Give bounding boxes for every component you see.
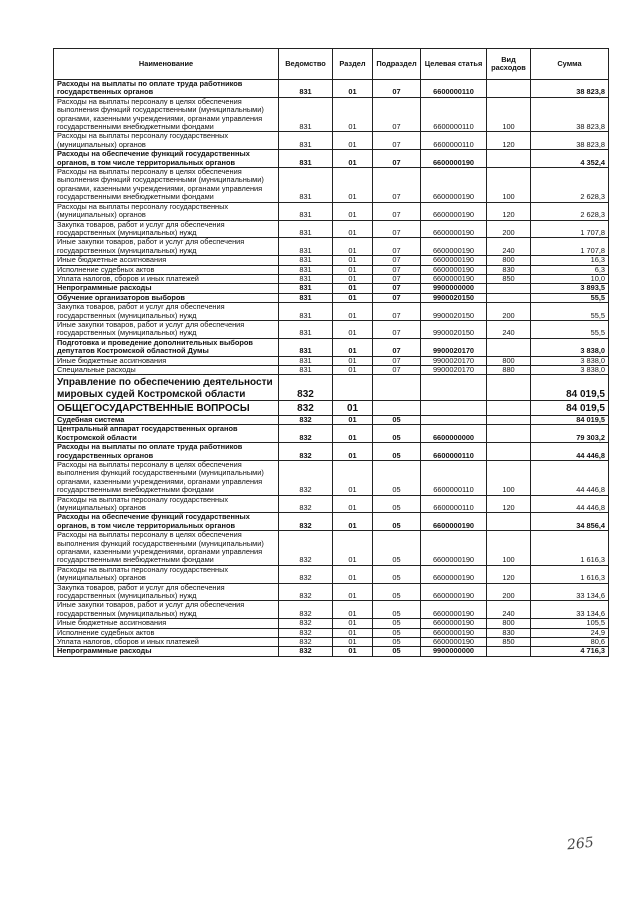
- target-cell: 6600000190: [421, 202, 487, 220]
- table-row: [54, 220, 609, 238]
- table-row: [54, 415, 609, 424]
- dept-cell: 831: [279, 220, 333, 238]
- name: Иные закупки товаров, работ и услуг для обеспечения государственных (муниципальных) нужд: [54, 601, 279, 619]
- table-row: [54, 601, 609, 619]
- subsection-cell: [373, 401, 421, 416]
- dept-cell: 832: [279, 460, 333, 495]
- dept-cell: 832: [279, 638, 333, 647]
- amount-cell: 1 707,8: [531, 220, 609, 238]
- type-cell: 800: [487, 356, 531, 365]
- table-row: [54, 97, 609, 132]
- budget-table: [53, 48, 609, 657]
- header-subsection: Подраздел: [373, 49, 421, 80]
- type-cell: [487, 647, 531, 656]
- dept-cell: 832: [279, 628, 333, 637]
- amount-cell: 2 628,3: [531, 168, 609, 203]
- type-cell: 100: [487, 531, 531, 566]
- section-cell: 01: [333, 320, 373, 338]
- dept-cell: 831: [279, 202, 333, 220]
- target-cell: 6600000190: [421, 150, 487, 168]
- type-cell: 120: [487, 202, 531, 220]
- amount-cell: 80,6: [531, 638, 609, 647]
- section-cell: 01: [333, 168, 373, 203]
- dept-cell: 832: [279, 415, 333, 424]
- target-cell: 9900020170: [421, 338, 487, 356]
- table-row: [54, 150, 609, 168]
- type-cell: 100: [487, 97, 531, 132]
- section-cell: 01: [333, 415, 373, 424]
- section-cell: 01: [333, 601, 373, 619]
- target-cell: 9900000000: [421, 284, 487, 293]
- dept-cell: 831: [279, 356, 333, 365]
- dept-cell: 831: [279, 284, 333, 293]
- dept-cell: 832: [279, 401, 333, 416]
- amount-cell: 10,0: [531, 274, 609, 283]
- type-cell: 240: [487, 238, 531, 256]
- amount-cell: 3 838,0: [531, 356, 609, 365]
- dept-cell: 832: [279, 619, 333, 628]
- subsection-cell: 05: [373, 601, 421, 619]
- table-row: [54, 256, 609, 265]
- amount-cell: 38 823,8: [531, 97, 609, 132]
- section-cell: 01: [333, 356, 373, 365]
- subsection-cell: 07: [373, 256, 421, 265]
- target-cell: 9900020150: [421, 293, 487, 302]
- name: Специальные расходы: [54, 366, 279, 375]
- subsection-cell: 05: [373, 415, 421, 424]
- amount-cell: 1 616,3: [531, 565, 609, 583]
- subsection-cell: 05: [373, 647, 421, 656]
- target-cell: 6600000190: [421, 583, 487, 601]
- section-cell: 01: [333, 583, 373, 601]
- type-cell: 240: [487, 601, 531, 619]
- table-row: [54, 284, 609, 293]
- name: Расходы на выплаты персоналу государственных (муниципальных) органов: [54, 495, 279, 513]
- amount-cell: 84 019,5: [531, 375, 609, 401]
- section-cell: 01: [333, 132, 373, 150]
- table-row: [54, 401, 609, 416]
- name: Расходы на выплаты персоналу в целях обеспечения выполнения функций государственными (муниципальными) органами, казенными учреждениями, органами управления государственными внебюджетными фондами: [54, 460, 279, 495]
- target-cell: 6600000190: [421, 513, 487, 531]
- subsection-cell: 07: [373, 80, 421, 98]
- target-cell: 6600000190: [421, 220, 487, 238]
- dept-cell: 831: [279, 150, 333, 168]
- table-row: [54, 80, 609, 98]
- subsection-cell: 07: [373, 150, 421, 168]
- header-name: Наименование: [54, 49, 279, 80]
- name: Расходы на обеспечение функций государственных органов, в том числе территориальных органов: [54, 513, 279, 531]
- dept-cell: 832: [279, 425, 333, 443]
- amount-cell: 84 019,5: [531, 415, 609, 424]
- section-cell: 01: [333, 303, 373, 321]
- name: Центральный аппарат государственных органов Костромской области: [54, 425, 279, 443]
- dept-cell: 831: [279, 366, 333, 375]
- subsection-cell: 05: [373, 531, 421, 566]
- table-row: [54, 565, 609, 583]
- subsection-cell: [373, 375, 421, 401]
- amount-cell: 34 856,4: [531, 513, 609, 531]
- table-row: [54, 168, 609, 203]
- page-number: 265: [566, 834, 595, 854]
- name: Расходы на выплаты по оплате труда работников государственных органов: [54, 80, 279, 98]
- table-row: [54, 628, 609, 637]
- type-cell: 120: [487, 132, 531, 150]
- dept-cell: 831: [279, 320, 333, 338]
- dept-cell: 831: [279, 274, 333, 283]
- table-row: [54, 338, 609, 356]
- subsection-cell: 05: [373, 495, 421, 513]
- amount-cell: 6,3: [531, 265, 609, 274]
- section-cell: 01: [333, 443, 373, 461]
- subsection-cell: 05: [373, 513, 421, 531]
- section-cell: 01: [333, 366, 373, 375]
- header-target: Целевая статья: [421, 49, 487, 80]
- dept-cell: 831: [279, 256, 333, 265]
- type-cell: [487, 415, 531, 424]
- subsection-cell: 07: [373, 274, 421, 283]
- table-row: [54, 495, 609, 513]
- name: Управление по обеспечению деятельности мировых судей Костромской области: [54, 375, 279, 401]
- target-cell: 9900020170: [421, 356, 487, 365]
- header-type: Вид расходов: [487, 49, 531, 80]
- type-cell: 880: [487, 366, 531, 375]
- table-body: [54, 80, 609, 657]
- name: Уплата налогов, сборов и иных платежей: [54, 274, 279, 283]
- table-row: [54, 320, 609, 338]
- dept-cell: 832: [279, 513, 333, 531]
- name: Закупка товаров, работ и услуг для обеспечения государственных (муниципальных) нужд: [54, 220, 279, 238]
- section-cell: 01: [333, 150, 373, 168]
- section-cell: 01: [333, 293, 373, 302]
- name: Исполнение судебных актов: [54, 265, 279, 274]
- table-row: [54, 638, 609, 647]
- type-cell: [487, 150, 531, 168]
- name: Расходы на выплаты персоналу в целях обеспечения выполнения функций государственными (муниципальными) органами, казенными учреждениями, органами управления государственными внебюджетными фондами: [54, 97, 279, 132]
- amount-cell: 44 446,8: [531, 443, 609, 461]
- amount-cell: 55,5: [531, 293, 609, 302]
- target-cell: 9900000000: [421, 647, 487, 656]
- target-cell: 6600000190: [421, 168, 487, 203]
- budget-page: [53, 48, 608, 657]
- type-cell: 120: [487, 495, 531, 513]
- type-cell: 830: [487, 628, 531, 637]
- name: Уплата налогов, сборов и иных платежей: [54, 638, 279, 647]
- type-cell: 200: [487, 583, 531, 601]
- amount-cell: 16,3: [531, 256, 609, 265]
- section-cell: 01: [333, 460, 373, 495]
- dept-cell: 832: [279, 565, 333, 583]
- table-row: [54, 356, 609, 365]
- name: Непрограммные расходы: [54, 647, 279, 656]
- subsection-cell: 05: [373, 425, 421, 443]
- section-cell: 01: [333, 220, 373, 238]
- target-cell: 6600000110: [421, 80, 487, 98]
- subsection-cell: 07: [373, 320, 421, 338]
- amount-cell: 84 019,5: [531, 401, 609, 416]
- type-cell: [487, 293, 531, 302]
- section-cell: 01: [333, 256, 373, 265]
- name: Закупка товаров, работ и услуг для обеспечения государственных (муниципальных) нужд: [54, 583, 279, 601]
- section-cell: 01: [333, 97, 373, 132]
- target-cell: 6600000110: [421, 97, 487, 132]
- target-cell: 6600000110: [421, 460, 487, 495]
- name: Расходы на выплаты персоналу государственных (муниципальных) органов: [54, 132, 279, 150]
- type-cell: 800: [487, 619, 531, 628]
- subsection-cell: 07: [373, 168, 421, 203]
- dept-cell: 831: [279, 303, 333, 321]
- type-cell: 830: [487, 265, 531, 274]
- target-cell: 9900020170: [421, 366, 487, 375]
- type-cell: [487, 401, 531, 416]
- subsection-cell: 07: [373, 132, 421, 150]
- table-row: [54, 647, 609, 656]
- subsection-cell: 05: [373, 443, 421, 461]
- table-row: [54, 583, 609, 601]
- dept-cell: 831: [279, 338, 333, 356]
- name: Расходы на выплаты по оплате труда работников государственных органов: [54, 443, 279, 461]
- subsection-cell: 05: [373, 583, 421, 601]
- amount-cell: 33 134,6: [531, 601, 609, 619]
- subsection-cell: 07: [373, 202, 421, 220]
- header-dept: Ведомство: [279, 49, 333, 80]
- target-cell: 6600000190: [421, 274, 487, 283]
- table-header-row: [54, 49, 609, 80]
- section-cell: 01: [333, 531, 373, 566]
- type-cell: 100: [487, 168, 531, 203]
- name: Иные бюджетные ассигнования: [54, 256, 279, 265]
- amount-cell: 55,5: [531, 303, 609, 321]
- amount-cell: 38 823,8: [531, 132, 609, 150]
- type-cell: [487, 425, 531, 443]
- type-cell: 850: [487, 274, 531, 283]
- subsection-cell: 07: [373, 284, 421, 293]
- name: Иные бюджетные ассигнования: [54, 619, 279, 628]
- name: Закупка товаров, работ и услуг для обеспечения государственных (муниципальных) нужд: [54, 303, 279, 321]
- dept-cell: 832: [279, 531, 333, 566]
- table-row: [54, 531, 609, 566]
- amount-cell: 4 352,4: [531, 150, 609, 168]
- name: Иные закупки товаров, работ и услуг для обеспечения государственных (муниципальных) нужд: [54, 320, 279, 338]
- name: Исполнение судебных актов: [54, 628, 279, 637]
- amount-cell: 1 616,3: [531, 531, 609, 566]
- dept-cell: 832: [279, 647, 333, 656]
- section-cell: 01: [333, 274, 373, 283]
- table-row: [54, 202, 609, 220]
- type-cell: 800: [487, 256, 531, 265]
- table-row: [54, 443, 609, 461]
- name: Расходы на выплаты персоналу в целях обеспечения выполнения функций государственными (муниципальными) органами, казенными учреждениями, органами управления государственными внебюджетными фондами: [54, 168, 279, 203]
- type-cell: [487, 443, 531, 461]
- target-cell: 6600000190: [421, 238, 487, 256]
- subsection-cell: 07: [373, 293, 421, 302]
- type-cell: [487, 513, 531, 531]
- subsection-cell: 07: [373, 97, 421, 132]
- dept-cell: 831: [279, 132, 333, 150]
- type-cell: [487, 80, 531, 98]
- subsection-cell: 07: [373, 238, 421, 256]
- type-cell: 850: [487, 638, 531, 647]
- section-cell: 01: [333, 238, 373, 256]
- dept-cell: 831: [279, 80, 333, 98]
- section-cell: 01: [333, 513, 373, 531]
- section-cell: 01: [333, 284, 373, 293]
- section-cell: 01: [333, 338, 373, 356]
- target-cell: 9900020150: [421, 303, 487, 321]
- name: Обучение организаторов выборов: [54, 293, 279, 302]
- type-cell: 120: [487, 565, 531, 583]
- target-cell: [421, 415, 487, 424]
- name: Судебная система: [54, 415, 279, 424]
- amount-cell: 1 707,8: [531, 238, 609, 256]
- amount-cell: 38 823,8: [531, 80, 609, 98]
- amount-cell: 3 838,0: [531, 366, 609, 375]
- table-row: [54, 238, 609, 256]
- table-row: [54, 303, 609, 321]
- target-cell: 6600000190: [421, 256, 487, 265]
- table-row: [54, 366, 609, 375]
- name: Иные закупки товаров, работ и услуг для обеспечения государственных (муниципальных) нужд: [54, 238, 279, 256]
- section-cell: 01: [333, 647, 373, 656]
- section-cell: 01: [333, 495, 373, 513]
- subsection-cell: 07: [373, 356, 421, 365]
- target-cell: 6600000110: [421, 443, 487, 461]
- table-row: [54, 375, 609, 401]
- table-row: [54, 265, 609, 274]
- amount-cell: 44 446,8: [531, 495, 609, 513]
- section-cell: 01: [333, 265, 373, 274]
- target-cell: 6600000190: [421, 619, 487, 628]
- target-cell: 6600000190: [421, 531, 487, 566]
- subsection-cell: 07: [373, 265, 421, 274]
- target-cell: 6600000190: [421, 601, 487, 619]
- name: Расходы на выплаты персоналу государственных (муниципальных) органов: [54, 202, 279, 220]
- dept-cell: 832: [279, 583, 333, 601]
- subsection-cell: 07: [373, 303, 421, 321]
- target-cell: 6600000190: [421, 265, 487, 274]
- target-cell: 6600000190: [421, 565, 487, 583]
- target-cell: [421, 375, 487, 401]
- name: Расходы на выплаты персоналу в целях обеспечения выполнения функций государственными (муниципальными) органами, казенными учреждениями, органами управления государственными внебюджетными фондами: [54, 531, 279, 566]
- table-row: [54, 619, 609, 628]
- amount-cell: 2 628,3: [531, 202, 609, 220]
- table-row: [54, 132, 609, 150]
- subsection-cell: 07: [373, 366, 421, 375]
- dept-cell: 831: [279, 168, 333, 203]
- table-row: [54, 293, 609, 302]
- table-row: [54, 513, 609, 531]
- subsection-cell: 05: [373, 565, 421, 583]
- type-cell: [487, 375, 531, 401]
- name: ОБЩЕГОСУДАРСТВЕННЫЕ ВОПРОСЫ: [54, 401, 279, 416]
- section-cell: 01: [333, 638, 373, 647]
- amount-cell: 55,5: [531, 320, 609, 338]
- amount-cell: 79 303,2: [531, 425, 609, 443]
- section-cell: 01: [333, 80, 373, 98]
- subsection-cell: 05: [373, 628, 421, 637]
- type-cell: 240: [487, 320, 531, 338]
- name: Непрограммные расходы: [54, 284, 279, 293]
- header-section: Раздел: [333, 49, 373, 80]
- dept-cell: 832: [279, 601, 333, 619]
- target-cell: 6600000110: [421, 495, 487, 513]
- section-cell: 01: [333, 202, 373, 220]
- dept-cell: 831: [279, 238, 333, 256]
- subsection-cell: 05: [373, 619, 421, 628]
- amount-cell: 105,5: [531, 619, 609, 628]
- type-cell: 100: [487, 460, 531, 495]
- dept-cell: 832: [279, 443, 333, 461]
- type-cell: [487, 284, 531, 293]
- table-row: [54, 274, 609, 283]
- amount-cell: 44 446,8: [531, 460, 609, 495]
- name: Иные бюджетные ассигнования: [54, 356, 279, 365]
- subsection-cell: 07: [373, 338, 421, 356]
- dept-cell: 831: [279, 97, 333, 132]
- name: Расходы на выплаты персоналу государственных (муниципальных) органов: [54, 565, 279, 583]
- header-amount: Сумма: [531, 49, 609, 80]
- section-cell: 01: [333, 401, 373, 416]
- name: Подготовка и проведение дополнительных выборов депутатов Костромской областной Думы: [54, 338, 279, 356]
- target-cell: 6600000110: [421, 132, 487, 150]
- dept-cell: 832: [279, 375, 333, 401]
- type-cell: 200: [487, 220, 531, 238]
- dept-cell: 831: [279, 265, 333, 274]
- section-cell: [333, 375, 373, 401]
- amount-cell: 3 838,0: [531, 338, 609, 356]
- name: Расходы на обеспечение функций государственных органов, в том числе территориальных органов: [54, 150, 279, 168]
- amount-cell: 33 134,6: [531, 583, 609, 601]
- table-row: [54, 460, 609, 495]
- subsection-cell: 05: [373, 638, 421, 647]
- table-row: [54, 425, 609, 443]
- amount-cell: 24,9: [531, 628, 609, 637]
- type-cell: [487, 338, 531, 356]
- amount-cell: 4 716,3: [531, 647, 609, 656]
- type-cell: 200: [487, 303, 531, 321]
- section-cell: 01: [333, 619, 373, 628]
- subsection-cell: 07: [373, 220, 421, 238]
- subsection-cell: 05: [373, 460, 421, 495]
- target-cell: [421, 401, 487, 416]
- section-cell: 01: [333, 628, 373, 637]
- target-cell: 6600000000: [421, 425, 487, 443]
- target-cell: 9900020150: [421, 320, 487, 338]
- target-cell: 6600000190: [421, 638, 487, 647]
- dept-cell: 831: [279, 293, 333, 302]
- dept-cell: 832: [279, 495, 333, 513]
- target-cell: 6600000190: [421, 628, 487, 637]
- section-cell: 01: [333, 425, 373, 443]
- amount-cell: 3 893,5: [531, 284, 609, 293]
- section-cell: 01: [333, 565, 373, 583]
